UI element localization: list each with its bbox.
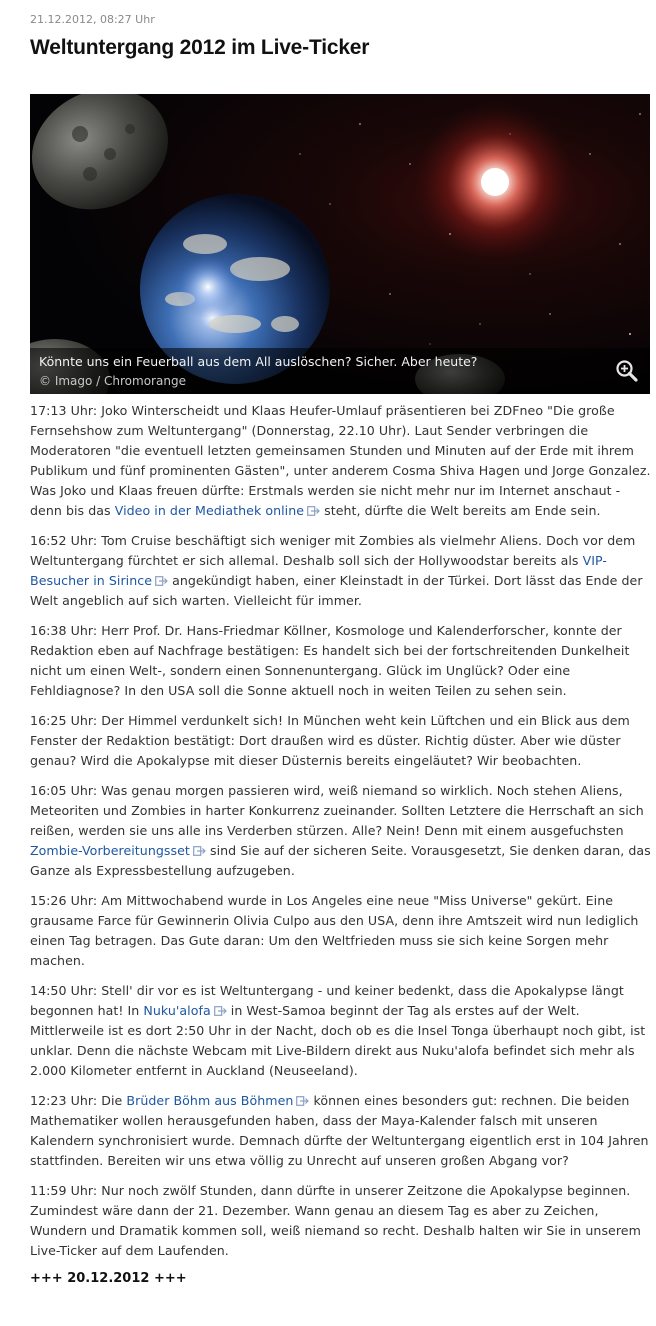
image-credit: © Imago / Chromorange (39, 374, 186, 388)
external-link-icon-wrap (190, 843, 206, 858)
ticker-entry (30, 891, 652, 971)
ticker-text: 16:25 Uhr: Der Himmel verdunkelt sich! In München weht kein Lüftchen und ein Blick aus dem Fenster der Redaktion bestätigt: Dort draußen wird es düster. Richtig düster. Aber wie düster genau? Wird die Apokalypse mit dieser Düsternis bereits eingeläutet? Wir beobachten. (30, 713, 630, 768)
external-link-icon-wrap (293, 1093, 309, 1108)
day-marker: +++ 20.12.2012 +++ (30, 1271, 187, 1286)
external-link-icon (155, 576, 168, 586)
ticker-entry (30, 621, 652, 701)
hero-image[interactable] (30, 94, 650, 394)
ticker-link[interactable]: Nuku'alofa (143, 1003, 211, 1018)
ticker-text: angekündigt haben, einer Kleinstadt in der Türkei. Dort lässt das Ende der Welt angeblich auf sich warten. Vielleicht für immer. (30, 573, 643, 608)
external-link-icon (296, 1096, 309, 1106)
external-link-icon (193, 846, 206, 856)
external-link-icon-wrap (304, 503, 320, 518)
image-caption-bar (30, 348, 650, 394)
ticker-text: können eines besonders gut: rechnen. Die beiden Mathematiker wollen herausgefunden haben, dass der Maya-Kalender falsch mit unseren Kalendern synchronisiert wurde. Demnach dürfte der Weltuntergang eigentlich erst in 104 Jahren stattfinden. Bereiten wir uns etwa völlig zu Unrecht auf unseren großen Abgang vor? (30, 1093, 649, 1168)
ticker-entry (30, 1091, 652, 1171)
live-ticker (30, 401, 652, 1286)
article-title: Weltuntergang 2012 im Live-Ticker (30, 36, 370, 59)
external-link-icon (307, 506, 320, 516)
ticker-entry (30, 981, 652, 1081)
ticker-text: 17:13 Uhr: Joko Winterscheidt und Klaas Heufer-Umlauf präsentieren bei ZDFneo "Die große Fernsehshow zum Weltuntergang" (Donnerstag, 22.10 Uhr). Laut Sender verbringen die Moderatoren "die eventuell letzten gemeinsamen Stunden und Minuten auf der Erde mit ihrem Publikum und fünf prominenten Gästen", unter anderem Cosma Shiva Hagen und Jorge Gonzalez. Was Joko und Klaas freuen dürfte: Erstmals werden sie nicht mehr nur im Internet anschaut - denn bis das (30, 403, 651, 518)
ticker-text: in West-Samoa beginnt der Tag als erstes auf der Welt. Mittlerweile ist es dort 2:50 Uhr in der Nacht, doch ob es die Insel Tonga überhaupt noch gibt, ist unklar. Denn die nächste Webcam mit Live-Bildern direkt aus Nuku'alofa befindet sich mehr als 2.000 Kilometer entfernt in Auckland (Neuseeland). (30, 1003, 646, 1078)
image-caption: Könnte uns ein Feuerball aus dem All auslöschen? Sicher. Aber heute? (39, 354, 478, 369)
ticker-text: 16:05 Uhr: Was genau morgen passieren wird, weiß niemand so wirklich. Noch stehen Aliens, Meteoriten und Zombies in harter Konkurrenz zueinander. Sollten Letztere die Herrschaft an sich reißen, werden sie uns alle ins Verderben stürzen. Alle? Nein! Denn mit einem ausgefuchsten (30, 783, 644, 838)
ticker-entry (30, 711, 652, 771)
ticker-link[interactable]: Brüder Böhm aus Böhmen (126, 1093, 294, 1108)
ticker-text: 15:26 Uhr: Am Mittwochabend wurde in Los Angeles eine neue "Miss Universe" gekürt. Eine grausame Farce für Gewinnerin Olivia Culpo aus den USA, denn ihre Amtszeit wird nun lediglich einen Tag betragen. Das Gute daran: Um den Weltfrieden muss sie sich keine Sorgen mehr machen. (30, 893, 639, 968)
zoom-icon[interactable] (614, 358, 640, 384)
ticker-text: 16:52 Uhr: Tom Cruise beschäftigt sich weniger mit Zombies als vielmehr Aliens. Doch vor dem Weltuntergang fürchtet er sich allemal. Deshalb soll sich der Hollywoodstar bereits als (30, 533, 636, 568)
ticker-text: 14:50 Uhr: Stell' dir vor es ist Weltuntergang - und keiner bedenkt, dass die Apokalypse längt begonnen hat! In (30, 983, 624, 1018)
ticker-text: 12:23 Uhr: Die (30, 1093, 127, 1108)
ticker-entry (30, 531, 652, 611)
external-link-icon-wrap (211, 1003, 227, 1018)
ticker-text: 11:59 Uhr: Nur noch zwölf Stunden, dann dürfte in unserer Zeitzone die Apokalypse beginnen. Zumindest wäre dann der 21. Dezember. Wann genau an diesem Tag es aber zu Zeichen, Wundern und Dramatik kommen soll, weiß niemand so recht. Deshalb halten wir Sie in unserem Live-Ticker auf dem Laufenden. (30, 1183, 641, 1258)
ticker-text: 16:38 Uhr: Herr Prof. Dr. Hans-Friedmar Köllner, Kosmologe und Kalenderforscher, konnte der Redaktion eben auf Nachfrage bestätigen: Es handelt sich bei der fortschreitenden Dunkelheit nicht um einen Welt-, sondern einen Sonnenuntergang. Glück im Unglück? Oder eine Fehldiagnose? In den USA soll die Sonne aktuell noch in weiten Teilen zu sehen sein. (30, 623, 630, 698)
ticker-text: steht, dürfte die Welt bereits am Ende sein. (320, 503, 601, 518)
ticker-entry (30, 401, 652, 521)
external-link-icon-wrap (152, 573, 168, 588)
article-dateline: 21.12.2012, 08:27 Uhr (30, 13, 155, 26)
ticker-text: sind Sie auf der sicheren Seite. Vorausgesetzt, Sie denken daran, das Ganze als Expressbestellung aufzugeben. (30, 843, 651, 878)
ticker-link[interactable]: Video in der Mediathek online (114, 503, 305, 518)
ticker-entry (30, 781, 652, 881)
ticker-link[interactable]: Zombie-Vorbereitungsset (30, 843, 190, 858)
ticker-link[interactable]: VIP-Besucher in Sirince (30, 553, 607, 588)
external-link-icon (214, 1006, 227, 1016)
ticker-entry (30, 1181, 652, 1261)
